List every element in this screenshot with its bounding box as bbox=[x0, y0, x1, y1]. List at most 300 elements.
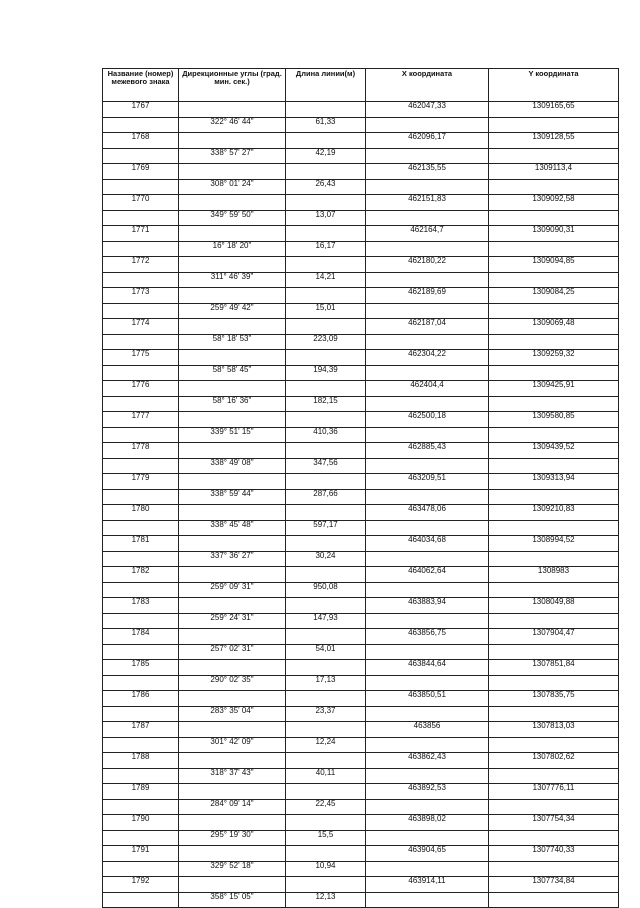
cell-y-coordinate bbox=[489, 334, 619, 350]
table-row bbox=[103, 722, 619, 738]
table-row bbox=[103, 412, 619, 428]
cell-x-coordinate bbox=[366, 241, 489, 257]
cell-direction-angle bbox=[179, 536, 286, 552]
cell-x-coordinate: 462304,22 bbox=[366, 350, 489, 366]
cell-mark-name bbox=[103, 241, 179, 257]
cell-y-coordinate: 1307734,84 bbox=[489, 877, 619, 893]
cell-mark-name bbox=[103, 737, 179, 753]
cell-x-coordinate: 463898,02 bbox=[366, 815, 489, 831]
cell-mark-name bbox=[103, 644, 179, 660]
table-row bbox=[103, 396, 619, 412]
cell-y-coordinate: 1309090,31 bbox=[489, 226, 619, 242]
cell-x-coordinate: 462151,83 bbox=[366, 195, 489, 211]
table-row bbox=[103, 179, 619, 195]
cell-line-length bbox=[286, 474, 366, 490]
cell-line-length: 597,17 bbox=[286, 520, 366, 536]
cell-x-coordinate bbox=[366, 396, 489, 412]
cell-direction-angle bbox=[179, 350, 286, 366]
cell-line-length: 15,5 bbox=[286, 830, 366, 846]
cell-mark-name: 1787 bbox=[103, 722, 179, 738]
cell-direction-angle: 358° 15' 05" bbox=[179, 892, 286, 908]
cell-mark-name: 1770 bbox=[103, 195, 179, 211]
cell-x-coordinate bbox=[366, 892, 489, 908]
cell-mark-name bbox=[103, 179, 179, 195]
cell-line-length: 410,36 bbox=[286, 427, 366, 443]
cell-x-coordinate: 462180,22 bbox=[366, 257, 489, 273]
cell-y-coordinate: 1309084,25 bbox=[489, 288, 619, 304]
cell-y-coordinate bbox=[489, 551, 619, 567]
cell-y-coordinate: 1309210,83 bbox=[489, 505, 619, 521]
cell-line-length: 16,17 bbox=[286, 241, 366, 257]
cell-y-coordinate: 1307835,75 bbox=[489, 691, 619, 707]
table-row bbox=[103, 551, 619, 567]
cell-mark-name bbox=[103, 117, 179, 133]
cell-mark-name bbox=[103, 489, 179, 505]
cell-line-length: 950,08 bbox=[286, 582, 366, 598]
cell-y-coordinate bbox=[489, 892, 619, 908]
cell-mark-name bbox=[103, 861, 179, 877]
cell-x-coordinate: 464034,68 bbox=[366, 536, 489, 552]
cell-line-length: 14,21 bbox=[286, 272, 366, 288]
cell-mark-name: 1773 bbox=[103, 288, 179, 304]
cell-line-length bbox=[286, 536, 366, 552]
cell-direction-angle: 338° 49' 08" bbox=[179, 458, 286, 474]
cell-direction-angle: 58° 16' 36" bbox=[179, 396, 286, 412]
cell-mark-name: 1786 bbox=[103, 691, 179, 707]
cell-direction-angle bbox=[179, 784, 286, 800]
cell-y-coordinate: 1309128,55 bbox=[489, 133, 619, 149]
cell-x-coordinate: 462404,4 bbox=[366, 381, 489, 397]
table-row bbox=[103, 644, 619, 660]
table-row bbox=[103, 210, 619, 226]
cell-mark-name: 1777 bbox=[103, 412, 179, 428]
cell-direction-angle bbox=[179, 164, 286, 180]
cell-line-length bbox=[286, 505, 366, 521]
table-row bbox=[103, 427, 619, 443]
cell-x-coordinate bbox=[366, 365, 489, 381]
cell-y-coordinate: 1307802,62 bbox=[489, 753, 619, 769]
cell-direction-angle: 58° 58' 45" bbox=[179, 365, 286, 381]
cell-y-coordinate bbox=[489, 582, 619, 598]
cell-y-coordinate bbox=[489, 613, 619, 629]
cell-line-length: 26,43 bbox=[286, 179, 366, 195]
cell-line-length bbox=[286, 443, 366, 459]
cell-x-coordinate bbox=[366, 706, 489, 722]
cell-mark-name bbox=[103, 520, 179, 536]
cell-y-coordinate: 1307740,33 bbox=[489, 846, 619, 862]
cell-line-length bbox=[286, 877, 366, 893]
table-row bbox=[103, 613, 619, 629]
cell-mark-name bbox=[103, 334, 179, 350]
table-row bbox=[103, 815, 619, 831]
cell-mark-name: 1781 bbox=[103, 536, 179, 552]
cell-direction-angle bbox=[179, 288, 286, 304]
cell-direction-angle bbox=[179, 412, 286, 428]
cell-x-coordinate bbox=[366, 799, 489, 815]
cell-x-coordinate bbox=[366, 148, 489, 164]
cell-y-coordinate bbox=[489, 861, 619, 877]
cell-x-coordinate bbox=[366, 458, 489, 474]
cell-direction-angle: 259° 24' 31" bbox=[179, 613, 286, 629]
cell-y-coordinate bbox=[489, 706, 619, 722]
cell-y-coordinate bbox=[489, 520, 619, 536]
cell-x-coordinate bbox=[366, 861, 489, 877]
table-row bbox=[103, 784, 619, 800]
cell-direction-angle: 338° 45' 48" bbox=[179, 520, 286, 536]
cell-mark-name bbox=[103, 148, 179, 164]
cell-mark-name bbox=[103, 551, 179, 567]
table-row bbox=[103, 877, 619, 893]
cell-mark-name bbox=[103, 675, 179, 691]
cell-mark-name: 1780 bbox=[103, 505, 179, 521]
cell-y-coordinate: 1309165,65 bbox=[489, 102, 619, 118]
table-row bbox=[103, 861, 619, 877]
cell-mark-name bbox=[103, 210, 179, 226]
cell-line-length bbox=[286, 319, 366, 335]
cell-direction-angle: 295° 19' 30" bbox=[179, 830, 286, 846]
cell-y-coordinate: 1309259,32 bbox=[489, 350, 619, 366]
table-row bbox=[103, 598, 619, 614]
cell-mark-name: 1790 bbox=[103, 815, 179, 831]
cell-x-coordinate: 463862,43 bbox=[366, 753, 489, 769]
table-row bbox=[103, 195, 619, 211]
table-row bbox=[103, 257, 619, 273]
cell-y-coordinate bbox=[489, 241, 619, 257]
cell-line-length bbox=[286, 784, 366, 800]
cell-direction-angle: 257° 02' 31" bbox=[179, 644, 286, 660]
table-row bbox=[103, 629, 619, 645]
cell-x-coordinate bbox=[366, 303, 489, 319]
cell-line-length bbox=[286, 598, 366, 614]
table-row bbox=[103, 148, 619, 164]
cell-line-length: 287,66 bbox=[286, 489, 366, 505]
cell-direction-angle bbox=[179, 474, 286, 490]
cell-y-coordinate: 1307813,03 bbox=[489, 722, 619, 738]
table-row bbox=[103, 691, 619, 707]
cell-line-length bbox=[286, 257, 366, 273]
cell-x-coordinate: 463850,51 bbox=[366, 691, 489, 707]
cell-direction-angle bbox=[179, 722, 286, 738]
header-x: X координата bbox=[366, 69, 489, 102]
cell-line-length: 194,39 bbox=[286, 365, 366, 381]
table-row bbox=[103, 830, 619, 846]
table-row bbox=[103, 334, 619, 350]
cell-line-length: 347,56 bbox=[286, 458, 366, 474]
cell-mark-name: 1776 bbox=[103, 381, 179, 397]
cell-mark-name bbox=[103, 582, 179, 598]
table-body bbox=[103, 102, 619, 908]
cell-y-coordinate bbox=[489, 303, 619, 319]
cell-x-coordinate: 462187,04 bbox=[366, 319, 489, 335]
table-row bbox=[103, 133, 619, 149]
cell-x-coordinate bbox=[366, 272, 489, 288]
table-row bbox=[103, 892, 619, 908]
cell-mark-name bbox=[103, 706, 179, 722]
table-row bbox=[103, 706, 619, 722]
table-row bbox=[103, 489, 619, 505]
cell-line-length: 30,24 bbox=[286, 551, 366, 567]
cell-y-coordinate bbox=[489, 458, 619, 474]
cell-x-coordinate: 462189,69 bbox=[366, 288, 489, 304]
cell-direction-angle bbox=[179, 226, 286, 242]
cell-y-coordinate bbox=[489, 675, 619, 691]
cell-line-length: 54,01 bbox=[286, 644, 366, 660]
table-row bbox=[103, 303, 619, 319]
cell-x-coordinate bbox=[366, 644, 489, 660]
cell-direction-angle bbox=[179, 629, 286, 645]
cell-x-coordinate: 462500,18 bbox=[366, 412, 489, 428]
header-length: Длина линии(м) bbox=[286, 69, 366, 102]
cell-x-coordinate bbox=[366, 117, 489, 133]
cell-x-coordinate bbox=[366, 489, 489, 505]
cell-direction-angle: 259° 09' 31" bbox=[179, 582, 286, 598]
cell-x-coordinate bbox=[366, 768, 489, 784]
cell-mark-name bbox=[103, 272, 179, 288]
cell-y-coordinate: 1308994,52 bbox=[489, 536, 619, 552]
cell-y-coordinate: 1309094,85 bbox=[489, 257, 619, 273]
cell-mark-name: 1775 bbox=[103, 350, 179, 366]
table-row bbox=[103, 737, 619, 753]
cell-direction-angle bbox=[179, 567, 286, 583]
table-row bbox=[103, 799, 619, 815]
cell-y-coordinate bbox=[489, 489, 619, 505]
cell-line-length: 23,37 bbox=[286, 706, 366, 722]
cell-line-length bbox=[286, 195, 366, 211]
cell-x-coordinate: 464062,64 bbox=[366, 567, 489, 583]
table-row bbox=[103, 102, 619, 118]
table-row bbox=[103, 458, 619, 474]
cell-x-coordinate: 463914,11 bbox=[366, 877, 489, 893]
cell-line-length bbox=[286, 629, 366, 645]
cell-direction-angle bbox=[179, 660, 286, 676]
cell-line-length bbox=[286, 815, 366, 831]
cell-line-length bbox=[286, 412, 366, 428]
cell-y-coordinate bbox=[489, 210, 619, 226]
cell-mark-name bbox=[103, 892, 179, 908]
cell-mark-name bbox=[103, 303, 179, 319]
cell-direction-angle bbox=[179, 443, 286, 459]
cell-mark-name: 1774 bbox=[103, 319, 179, 335]
cell-mark-name: 1783 bbox=[103, 598, 179, 614]
table-row bbox=[103, 768, 619, 784]
cell-x-coordinate: 463209,51 bbox=[366, 474, 489, 490]
cell-line-length bbox=[286, 102, 366, 118]
table-row bbox=[103, 226, 619, 242]
table-row bbox=[103, 365, 619, 381]
table-row bbox=[103, 381, 619, 397]
cell-mark-name: 1779 bbox=[103, 474, 179, 490]
cell-mark-name: 1768 bbox=[103, 133, 179, 149]
cell-x-coordinate bbox=[366, 179, 489, 195]
cell-x-coordinate bbox=[366, 737, 489, 753]
cell-mark-name bbox=[103, 396, 179, 412]
cell-line-length bbox=[286, 660, 366, 676]
cell-x-coordinate bbox=[366, 675, 489, 691]
cell-x-coordinate bbox=[366, 334, 489, 350]
cell-y-coordinate: 1309313,94 bbox=[489, 474, 619, 490]
cell-y-coordinate bbox=[489, 365, 619, 381]
table-row bbox=[103, 536, 619, 552]
cell-x-coordinate: 462135,55 bbox=[366, 164, 489, 180]
cell-line-length bbox=[286, 567, 366, 583]
cell-y-coordinate bbox=[489, 799, 619, 815]
cell-y-coordinate bbox=[489, 427, 619, 443]
cell-line-length bbox=[286, 691, 366, 707]
cell-y-coordinate bbox=[489, 117, 619, 133]
cell-y-coordinate bbox=[489, 272, 619, 288]
table-row bbox=[103, 846, 619, 862]
cell-y-coordinate bbox=[489, 768, 619, 784]
table-row bbox=[103, 164, 619, 180]
cell-mark-name: 1788 bbox=[103, 753, 179, 769]
cell-line-length: 42,19 bbox=[286, 148, 366, 164]
table-row bbox=[103, 241, 619, 257]
cell-direction-angle: 337° 36' 27" bbox=[179, 551, 286, 567]
cell-y-coordinate: 1309113,4 bbox=[489, 164, 619, 180]
cell-mark-name bbox=[103, 427, 179, 443]
cell-mark-name: 1767 bbox=[103, 102, 179, 118]
table-row bbox=[103, 443, 619, 459]
cell-direction-angle: 301° 42' 09" bbox=[179, 737, 286, 753]
cell-mark-name bbox=[103, 799, 179, 815]
cell-x-coordinate: 462885,43 bbox=[366, 443, 489, 459]
cell-line-length: 13,07 bbox=[286, 210, 366, 226]
cell-x-coordinate bbox=[366, 551, 489, 567]
cell-direction-angle bbox=[179, 257, 286, 273]
cell-direction-angle bbox=[179, 102, 286, 118]
cell-line-length bbox=[286, 350, 366, 366]
cell-mark-name: 1778 bbox=[103, 443, 179, 459]
cell-direction-angle: 329° 52' 18" bbox=[179, 861, 286, 877]
cell-x-coordinate: 462164,7 bbox=[366, 226, 489, 242]
cell-y-coordinate bbox=[489, 396, 619, 412]
cell-x-coordinate: 463844,64 bbox=[366, 660, 489, 676]
cell-direction-angle: 283° 35' 04" bbox=[179, 706, 286, 722]
cell-line-length bbox=[286, 288, 366, 304]
table-row bbox=[103, 660, 619, 676]
cell-direction-angle bbox=[179, 133, 286, 149]
cell-mark-name: 1792 bbox=[103, 877, 179, 893]
cell-line-length: 15,01 bbox=[286, 303, 366, 319]
header-name: Название (номер) межевого знака bbox=[103, 69, 179, 102]
cell-x-coordinate bbox=[366, 210, 489, 226]
cell-x-coordinate: 463856 bbox=[366, 722, 489, 738]
cell-direction-angle: 318° 37' 43" bbox=[179, 768, 286, 784]
cell-x-coordinate: 463883,94 bbox=[366, 598, 489, 614]
cell-line-length: 61,33 bbox=[286, 117, 366, 133]
cell-mark-name: 1769 bbox=[103, 164, 179, 180]
boundary-coordinates-table bbox=[102, 68, 619, 908]
cell-y-coordinate bbox=[489, 737, 619, 753]
cell-x-coordinate: 462047,33 bbox=[366, 102, 489, 118]
cell-line-length: 10,94 bbox=[286, 861, 366, 877]
table-row bbox=[103, 350, 619, 366]
cell-line-length bbox=[286, 226, 366, 242]
cell-x-coordinate bbox=[366, 427, 489, 443]
cell-line-length bbox=[286, 846, 366, 862]
cell-mark-name: 1789 bbox=[103, 784, 179, 800]
table-row bbox=[103, 567, 619, 583]
cell-direction-angle: 284° 09' 14" bbox=[179, 799, 286, 815]
cell-x-coordinate bbox=[366, 520, 489, 536]
cell-direction-angle bbox=[179, 753, 286, 769]
table-row bbox=[103, 582, 619, 598]
cell-line-length: 12,13 bbox=[286, 892, 366, 908]
cell-y-coordinate: 1309439,52 bbox=[489, 443, 619, 459]
table-row bbox=[103, 520, 619, 536]
cell-direction-angle bbox=[179, 815, 286, 831]
cell-direction-angle bbox=[179, 691, 286, 707]
cell-y-coordinate: 1307904,47 bbox=[489, 629, 619, 645]
cell-direction-angle bbox=[179, 195, 286, 211]
cell-line-length bbox=[286, 133, 366, 149]
cell-mark-name bbox=[103, 830, 179, 846]
cell-mark-name: 1772 bbox=[103, 257, 179, 273]
cell-direction-angle bbox=[179, 877, 286, 893]
cell-line-length bbox=[286, 164, 366, 180]
cell-line-length: 22,45 bbox=[286, 799, 366, 815]
table-header-row bbox=[103, 69, 619, 102]
cell-x-coordinate: 463856,75 bbox=[366, 629, 489, 645]
cell-mark-name: 1782 bbox=[103, 567, 179, 583]
cell-y-coordinate: 1309425,91 bbox=[489, 381, 619, 397]
cell-y-coordinate: 1308983 bbox=[489, 567, 619, 583]
cell-line-length: 182,15 bbox=[286, 396, 366, 412]
table-row bbox=[103, 675, 619, 691]
cell-direction-angle: 349° 59' 50" bbox=[179, 210, 286, 226]
cell-line-length: 40,11 bbox=[286, 768, 366, 784]
cell-x-coordinate: 462096,17 bbox=[366, 133, 489, 149]
cell-direction-angle: 338° 57' 27" bbox=[179, 148, 286, 164]
cell-direction-angle: 290° 02' 35" bbox=[179, 675, 286, 691]
cell-line-length bbox=[286, 381, 366, 397]
cell-direction-angle: 338° 59' 44" bbox=[179, 489, 286, 505]
cell-y-coordinate bbox=[489, 644, 619, 660]
cell-line-length: 12,24 bbox=[286, 737, 366, 753]
cell-line-length: 223,09 bbox=[286, 334, 366, 350]
cell-direction-angle: 308° 01' 24" bbox=[179, 179, 286, 195]
cell-x-coordinate: 463478,06 bbox=[366, 505, 489, 521]
table-row bbox=[103, 272, 619, 288]
cell-direction-angle: 58° 18' 53" bbox=[179, 334, 286, 350]
cell-y-coordinate: 1309092,58 bbox=[489, 195, 619, 211]
cell-x-coordinate: 463892,53 bbox=[366, 784, 489, 800]
cell-direction-angle bbox=[179, 381, 286, 397]
cell-y-coordinate bbox=[489, 830, 619, 846]
cell-direction-angle bbox=[179, 846, 286, 862]
table-row bbox=[103, 117, 619, 133]
cell-x-coordinate bbox=[366, 582, 489, 598]
cell-line-length: 147,93 bbox=[286, 613, 366, 629]
cell-x-coordinate: 463904,65 bbox=[366, 846, 489, 862]
cell-y-coordinate: 1307754,34 bbox=[489, 815, 619, 831]
cell-direction-angle: 322° 46' 44" bbox=[179, 117, 286, 133]
cell-mark-name bbox=[103, 458, 179, 474]
cell-mark-name: 1771 bbox=[103, 226, 179, 242]
cell-line-length: 17,13 bbox=[286, 675, 366, 691]
cell-y-coordinate: 1307851,84 bbox=[489, 660, 619, 676]
cell-direction-angle: 339° 51' 15" bbox=[179, 427, 286, 443]
cell-mark-name bbox=[103, 768, 179, 784]
header-angle: Дирекционные углы (град. мин. сек.) bbox=[179, 69, 286, 102]
cell-mark-name: 1791 bbox=[103, 846, 179, 862]
cell-mark-name bbox=[103, 613, 179, 629]
cell-y-coordinate: 1309580,85 bbox=[489, 412, 619, 428]
table-row bbox=[103, 753, 619, 769]
cell-y-coordinate: 1309069,48 bbox=[489, 319, 619, 335]
cell-mark-name bbox=[103, 365, 179, 381]
cell-direction-angle bbox=[179, 598, 286, 614]
